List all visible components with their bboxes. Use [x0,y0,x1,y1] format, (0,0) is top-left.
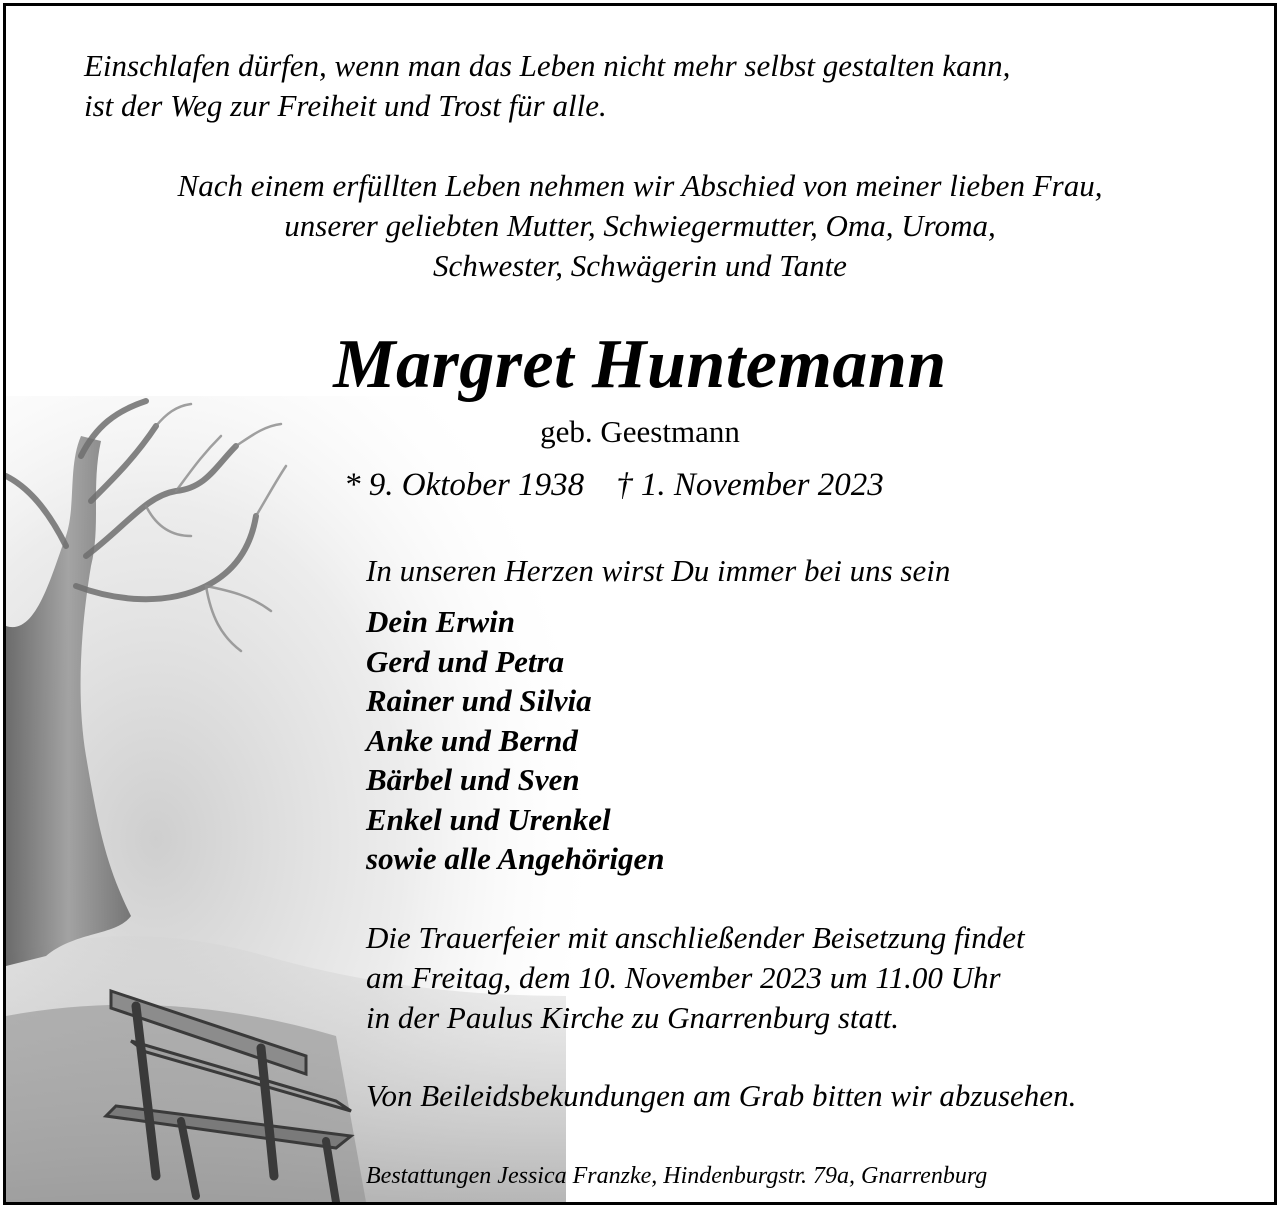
intro-line: Schwester, Schwägerin und Tante [433,248,847,283]
ceremony-line: am Freitag, dem 10. November 2023 um 11.00 Uhr [366,960,1001,995]
intro-line: unserer geliebten Mutter, Schwiegermutter, Oma, Uroma, [284,208,996,243]
family-list [366,602,665,879]
birth-date: * 9. Oktober 1938 [344,467,585,503]
farewell-intro [6,166,1274,286]
family-member: Enkel und Urenkel [366,801,611,837]
memorial-motto: In unseren Herzen wirst Du immer bei uns sein [366,553,951,588]
intro-line: Nach einem erfüllten Leben nehmen wir Abschied von meiner lieben Frau, [177,168,1103,203]
family-member: Dein Erwin [366,604,516,639]
obituary-notice [3,3,1277,1205]
family-member: sowie alle Angehörigen [366,841,665,876]
funeral-details [366,918,1025,1038]
death-date: † 1. November 2023 [616,467,884,503]
family-member: Bärbel und Sven [366,762,580,797]
family-member: Rainer und Silvia [366,683,592,718]
ceremony-line: Die Trauerfeier mit anschließender Beisetzung findet [366,920,1025,955]
opening-quote [84,46,1010,126]
funeral-home: Bestattungen Jessica Franzke, Hindenburgstr. 79a, Gnarrenburg [366,1163,988,1189]
quote-line: ist der Weg zur Freiheit und Trost für alle. [84,88,607,123]
family-member: Anke und Bernd [366,722,578,758]
deceased-name: Margret Huntemann [333,326,947,403]
quote-line: Einschlafen dürfen, wenn man das Leben nicht mehr selbst gestalten kann, [84,48,1011,83]
maiden-name: geb. Geestmann [540,414,740,449]
condolence-note: Von Beileidsbekundungen am Grab bitten wir abzusehen. [366,1078,1077,1113]
family-member: Gerd und Petra [366,643,565,679]
ceremony-line: in der Paulus Kirche zu Gnarrenburg statt. [366,1000,900,1035]
life-dates [344,464,884,506]
